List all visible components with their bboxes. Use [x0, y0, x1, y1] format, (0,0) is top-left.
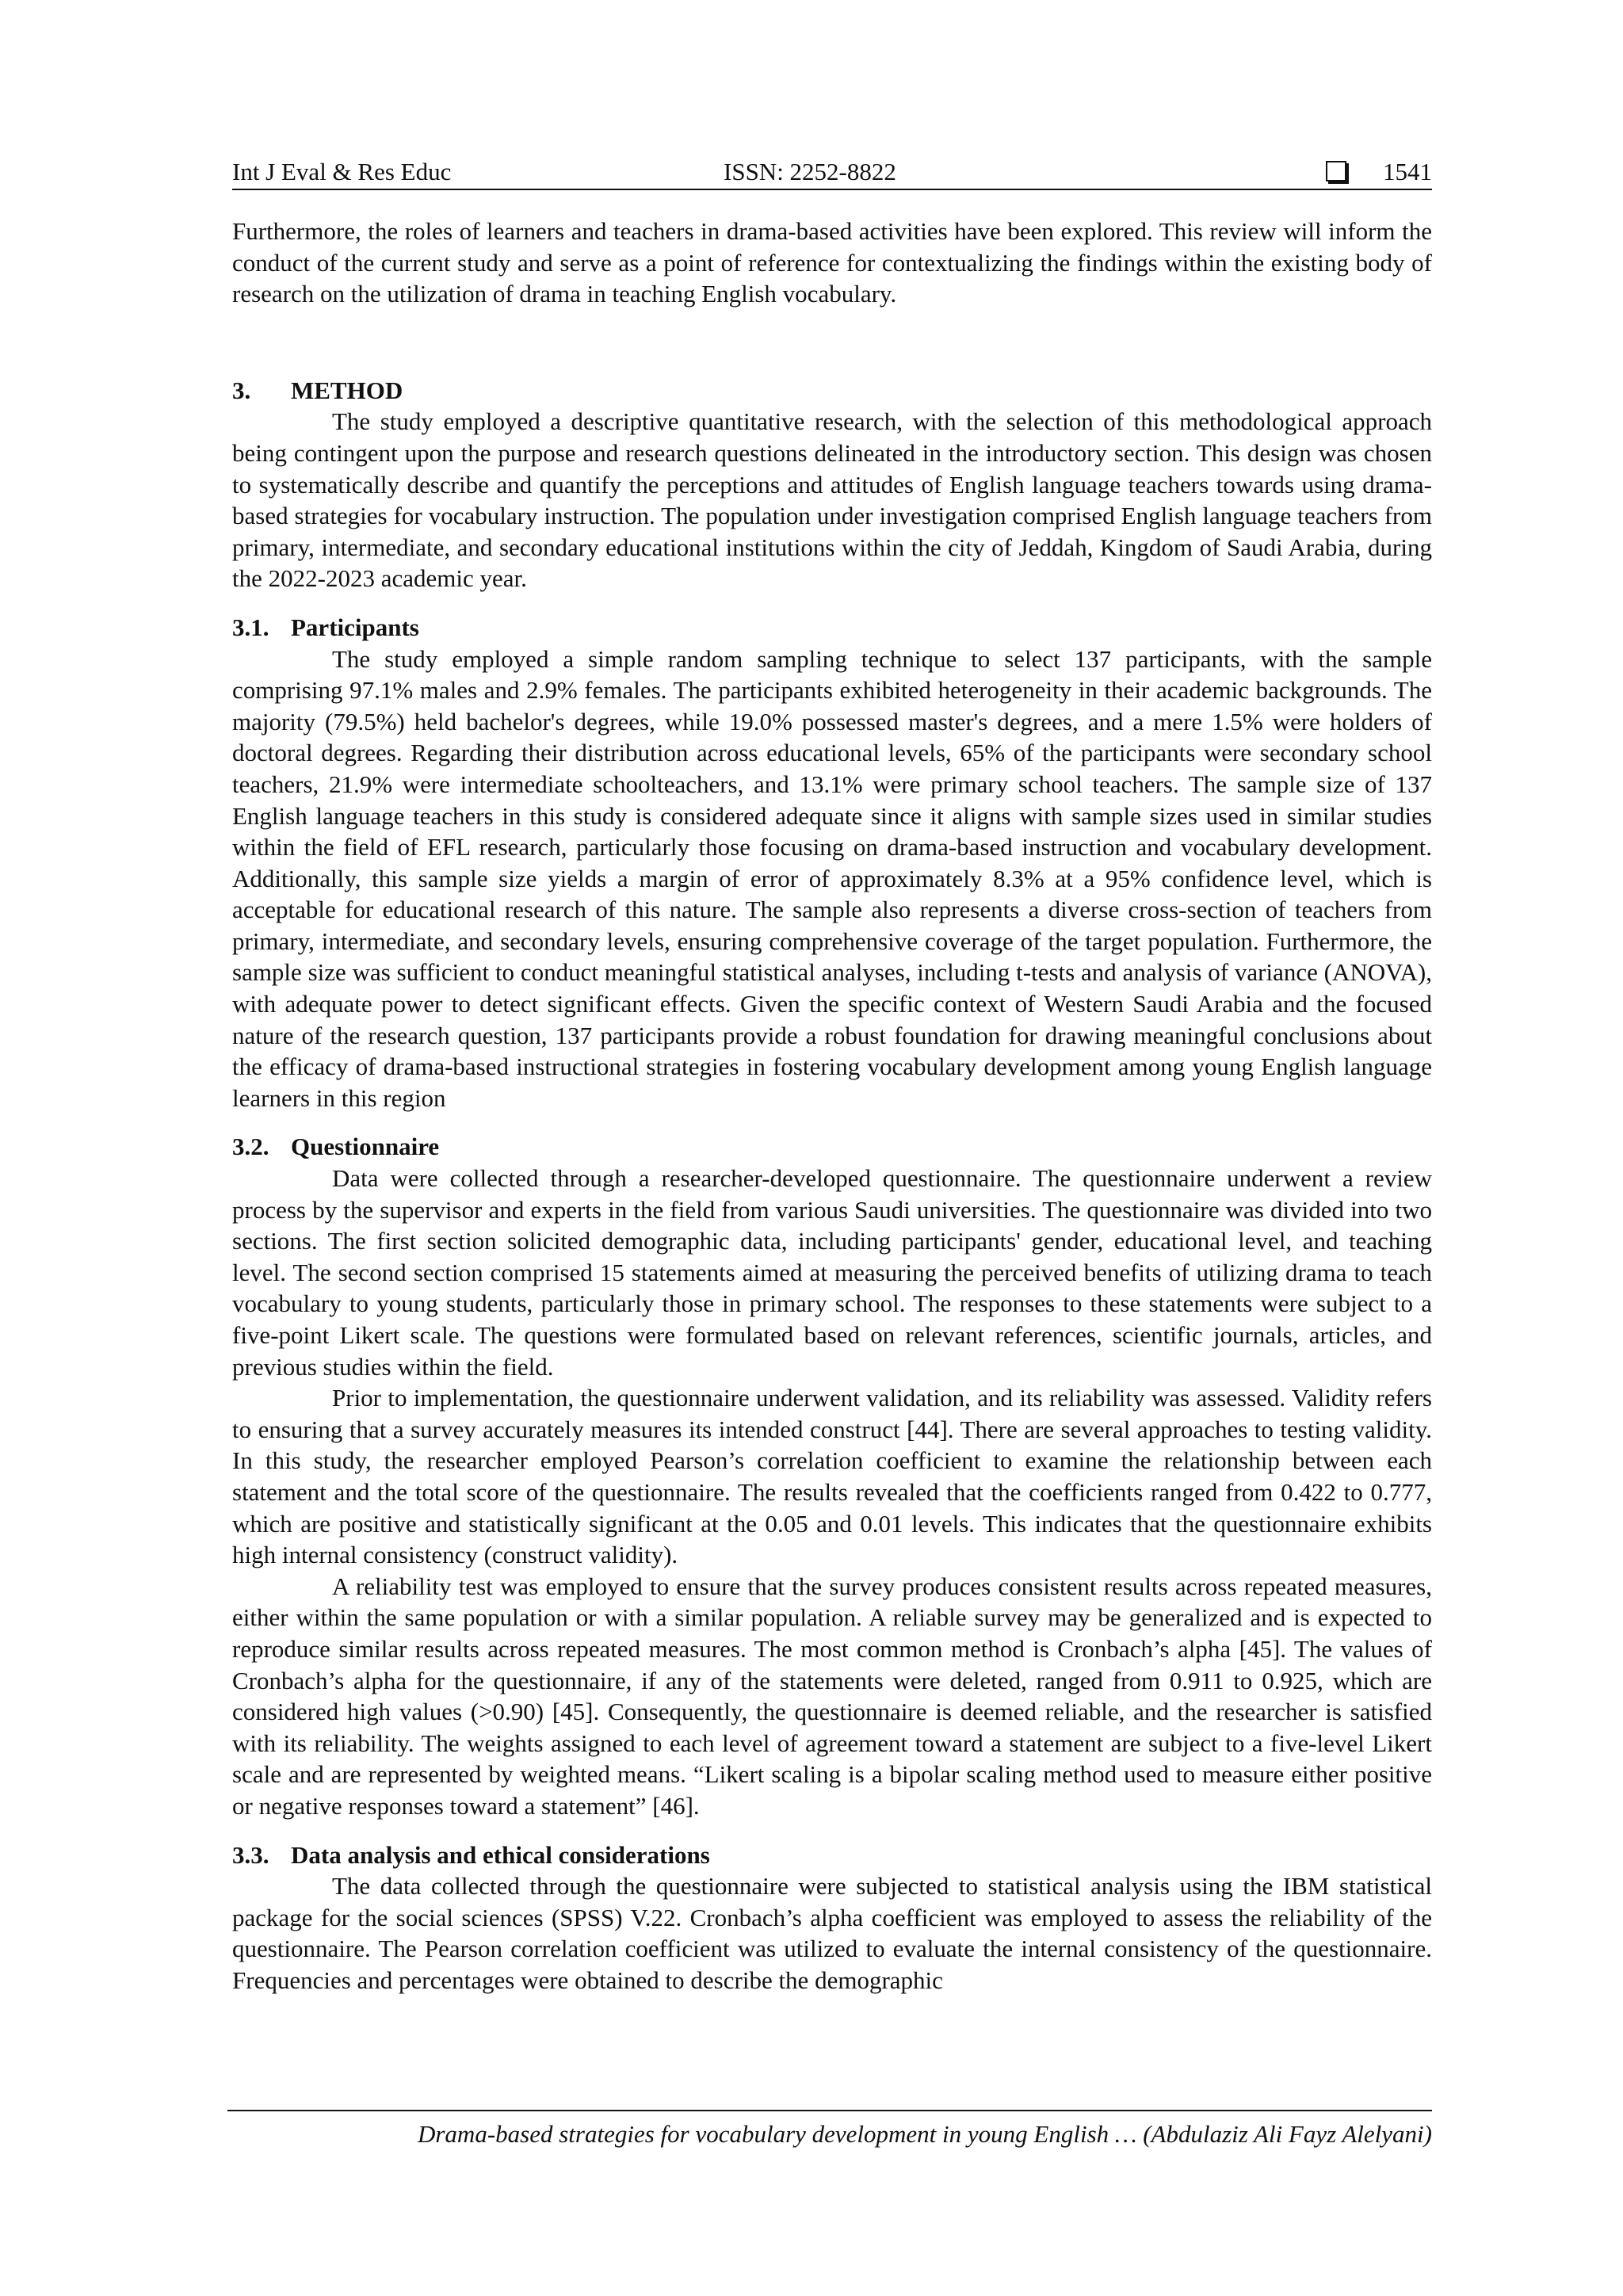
subsection-title: Data analysis and ethical considerations — [291, 1840, 710, 1869]
data-analysis-paragraph: The data collected through the questionnaire were subjected to statistical analysis using the IBM statistical package for the social sciences (SPSS) V.22. Cronbach’s alpha coefficient was employed to assess the reliability of the questionnaire. The Pearson correlation coefficient was utilized to evaluate the internal consistency of the questionnaire. Frequencies and percentages were obtained to describe the demographic — [232, 1872, 1432, 1994]
journal-name: Int J Eval & Res Educ — [232, 158, 452, 185]
subsection-number: 3.3. — [232, 1840, 269, 1869]
questionnaire-paragraph: Data were collected through a researcher-developed questionnaire. The questionnaire underwent a review process by the supervisor and experts in the field from various Saudi universities. The questionnaire was divided into two sections. The first section solicited demographic data, including participants' gender, educational level, and teaching level. The second section comprised 15 statements aimed at measuring the perceived benefits of utilizing drama to teach vocabulary to young students, particularly those in primary school. The responses to these statements were subject to a five-point Likert scale. The questions were formulated based on relevant references, scientific journals, articles, and previous studies within the field. — [232, 1164, 1432, 1381]
subsection-number: 3.1. — [232, 613, 269, 641]
reliability-paragraph: A reliability test was employed to ensure that the survey produces consistent results across repeated measures, either within the same population or with a similar population. A reliable survey may be generalized and is expected to reproduce similar results across repeated measures. The most common method is Cronbach’s alpha [45]. The values of Cronbach’s alpha for the questionnaire, if any of the statements were deleted, ranged from 0.911 to 0.925, which are considered high values (>0.90) [45]. Consequently, the questionnaire is deemed reliable, and the researcher is satisfied with its reliability. The weights assigned to each level of agreement toward a statement are subject to a five-level Likert scale and are represented by weighted means. “Likert scaling is a bipolar scaling method used to measure either positive or negative responses toward a statement” [46]. — [232, 1572, 1432, 1820]
subsection-heading-participants — [232, 612, 1432, 644]
page-header — [232, 155, 1432, 189]
subsection-title: Questionnaire — [291, 1133, 440, 1161]
running-footer: Drama-based strategies for vocabulary development in young English … (Abdulaziz Ali Fayz Alelyani) — [417, 2120, 1432, 2148]
section-number: 3. — [232, 376, 251, 404]
method-paragraph: The study employed a descriptive quantitative research, with the selection of this methodological approach being contingent upon the purpose and research questions delineated in the introductory section. This design was chosen to systematically describe and quantify the perceptions and attitudes of English language teachers towards using drama-based strategies for vocabulary instruction. The population under investigation comprised English language teachers from primary, intermediate, and secondary educational institutions within the city of Jeddah, Kingdom of Saudi Arabia, during the 2022-2023 academic year. — [232, 407, 1432, 593]
main-body — [232, 216, 1432, 1996]
subsection-title: Participants — [291, 613, 419, 641]
header-divider — [232, 189, 1432, 190]
footer-divider — [227, 2110, 1432, 2111]
page-number-group — [1326, 155, 1432, 189]
spacer — [232, 310, 1432, 375]
issn: ISSN: 2252-8822 — [724, 158, 896, 185]
checkbox-square-icon — [1326, 161, 1346, 181]
page-number: 1541 — [1383, 158, 1432, 185]
participants-paragraph: The study employed a simple random sampling technique to select 137 participants, with the sample comprising 97.1% males and 2.9% females. The participants exhibited heterogeneity in their academic backgrounds. The majority (79.5%) held bachelor's degrees, while 19.0% possessed master's degrees, and a mere 1.5% were holders of doctoral degrees. Regarding their distribution across educational levels, 65% of the participants were secondary school teachers, 21.9% were intermediate schoolteachers, and 13.1% were primary school teachers. The sample size of 137 English language teachers in this study is considered adequate since it aligns with sample sizes used in similar studies within the field of EFL research, particularly those focusing on drama-based instruction and vocabulary development. Additionally, this sample size yields a margin of error of approximately 8.3% at a 95% confidence level, which is acceptable for educational research of this nature. The sample also represents a diverse cross-section of teachers from primary, intermediate, and secondary levels, ensuring comprehensive coverage of the target population. Furthermore, the sample size was sufficient to conduct meaningful statistical analyses, including t-tests and analysis of variance (ANOVA), with adequate power to detect significant effects. Given the specific context of Western Saudi Arabia and the focused nature of the research question, 137 participants provide a robust foundation for drawing meaningful conclusions about the efficacy of drama-based instructional strategies in fostering vocabulary development among young English language learners in this region — [232, 644, 1432, 1112]
spacer — [232, 1114, 1432, 1131]
validity-paragraph: Prior to implementation, the questionnaire underwent validation, and its reliability was assessed. Validity refers to ensuring that a survey accurately measures its intended construct [44]. There are several approaches to testing validity. In this study, the researcher employed Pearson’s correlation coefficient to examine the relationship between each statement and the total score of the questionnaire. The results revealed that the coefficients ranged from 0.422 to 0.777, which are positive and statistically significant at the 0.05 and 0.01 levels. This indicates that the questionnaire exhibits high internal consistency (construct validity). — [232, 1384, 1432, 1569]
section-title: METHOD — [291, 376, 403, 404]
subsection-heading-questionnaire — [232, 1131, 1432, 1163]
subsection-heading-data-analysis — [232, 1839, 1432, 1871]
spacer — [232, 594, 1432, 612]
intro-paragraph: Furthermore, the roles of learners and teachers in drama-based activities have been explored. This review will inform the conduct of the current study and serve as a point of reference for contextualizing the findings within the existing body of research on the utilization of drama in teaching English vocabulary. — [232, 217, 1432, 308]
spacer — [232, 1822, 1432, 1839]
subsection-number: 3.2. — [232, 1133, 269, 1161]
section-heading-method — [232, 375, 1432, 407]
